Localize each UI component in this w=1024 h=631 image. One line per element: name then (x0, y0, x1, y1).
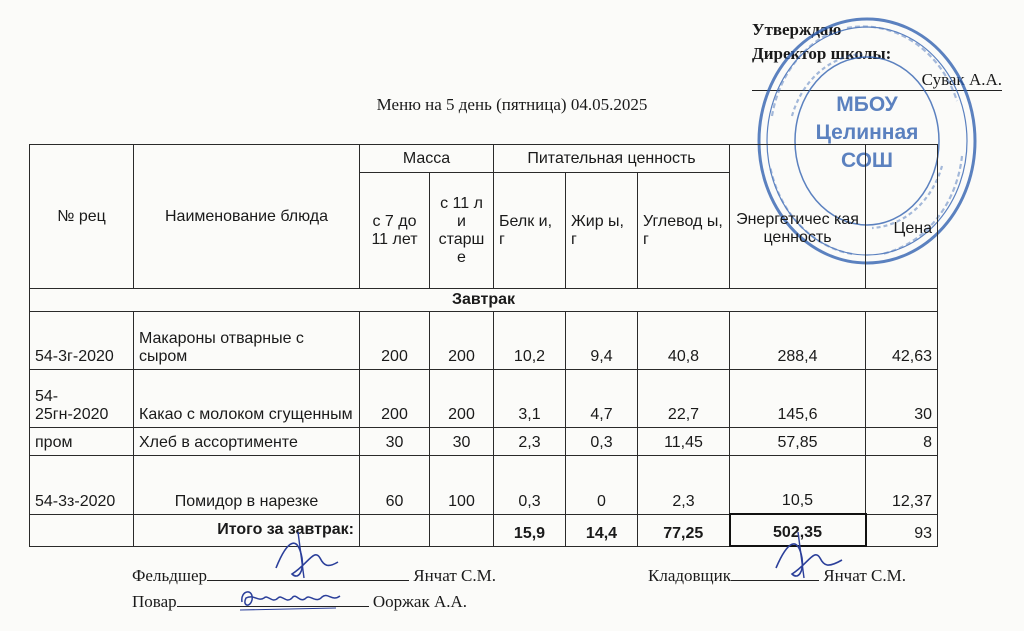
row-fats: 0,3 (566, 428, 638, 456)
total-label: Итого за завтрак: (134, 514, 360, 546)
table-row (30, 370, 938, 428)
row-mass-7-11: 200 (360, 370, 430, 428)
row-mass-7-11: 30 (360, 428, 430, 456)
cook-handwritten-signature (236, 584, 348, 614)
medic-role: Фельдшер (132, 566, 207, 585)
header-mass: Масса (360, 145, 494, 173)
table-row (30, 428, 938, 456)
cook-role: Повар (132, 592, 177, 611)
stamp-type: СОШ (840, 149, 894, 172)
row-price: 8 (866, 428, 938, 456)
row-price: 42,63 (866, 312, 938, 370)
header-energy: Энергетичес кая ценность (730, 145, 866, 289)
row-energy: 10,5 (730, 456, 866, 515)
approval-signature-line (752, 70, 1002, 91)
stamp-name: Целинная (815, 121, 919, 144)
row-dish: Макароны отварные с сыром (134, 312, 360, 370)
row-dish: Хлеб в ассортименте (134, 428, 360, 456)
row-fats: 9,4 (566, 312, 638, 370)
row-proteins: 10,2 (494, 312, 566, 370)
total-proteins: 15,9 (494, 514, 566, 546)
row-proteins: 0,3 (494, 456, 566, 515)
row-mass-7-11: 60 (360, 456, 430, 515)
medic-handwritten-signature (268, 528, 348, 590)
row-rec: 54-3г-2020 (30, 312, 134, 370)
header-price: Цена (866, 145, 938, 289)
row-dish: Какао с молоком сгущенным (134, 370, 360, 428)
row-mass-11-up: 30 (430, 428, 494, 456)
row-energy: 57,85 (730, 428, 866, 456)
row-carbs: 40,8 (638, 312, 730, 370)
total-empty-rec (30, 514, 134, 546)
row-mass-7-11: 200 (360, 312, 430, 370)
storekeeper-role: Кладовщик (648, 566, 731, 585)
row-mass-11-up: 200 (430, 370, 494, 428)
row-fats: 4,7 (566, 370, 638, 428)
storekeeper-handwritten-signature (770, 528, 850, 590)
total-fats: 14,4 (566, 514, 638, 546)
header-rec-no: № рец (30, 145, 134, 289)
header-mass-11-up: с 11 л и старш е (430, 173, 494, 289)
total-energy: 502,35 (730, 514, 866, 546)
total-empty-m1 (360, 514, 430, 546)
row-proteins: 2,3 (494, 428, 566, 456)
row-energy: 288,4 (730, 312, 866, 370)
header-carbs: Углевод ы, г (638, 173, 730, 289)
section-breakfast: Завтрак (30, 289, 938, 312)
row-carbs: 22,7 (638, 370, 730, 428)
row-energy: 145,6 (730, 370, 866, 428)
header-proteins: Белк и, г (494, 173, 566, 289)
row-rec: 54-3з-2020 (30, 456, 134, 515)
cook-name: Ооржак А.А. (372, 592, 468, 611)
row-mass-11-up: 200 (430, 312, 494, 370)
approval-director-name: Сувак А.А. (921, 70, 1002, 89)
table-row (30, 312, 938, 370)
row-carbs: 2,3 (638, 456, 730, 515)
row-mass-11-up: 100 (430, 456, 494, 515)
row-price: 30 (866, 370, 938, 428)
total-empty-m2 (430, 514, 494, 546)
menu-table (29, 144, 938, 547)
header-fats: Жир ы, г (566, 173, 638, 289)
row-rec: пром (30, 428, 134, 456)
stamp-org: МБОУ (836, 93, 898, 116)
header-dish-name: Наименование блюда (134, 145, 360, 289)
total-carbs: 77,25 (638, 514, 730, 546)
row-price: 12,37 (866, 456, 938, 515)
row-rec: 54-25гн-2020 (30, 370, 134, 428)
row-fats: 0 (566, 456, 638, 515)
row-carbs: 11,45 (638, 428, 730, 456)
row-dish: Помидор в нарезке (134, 456, 360, 515)
total-price: 93 (866, 514, 938, 546)
table-row (30, 456, 938, 515)
page-title: Меню на 5 день (пятница) 04.05.2025 (376, 95, 648, 114)
header-mass-7-11: с 7 до 11 лет (360, 173, 430, 289)
approval-position: Директор школы: (752, 44, 892, 63)
row-proteins: 3,1 (494, 370, 566, 428)
header-nutrition: Питательная ценность (494, 145, 730, 173)
approval-title: Утверждаю (752, 20, 842, 39)
medic-name: Янчат С.М. (413, 566, 496, 585)
storekeeper-name: Янчат С.М. (823, 566, 906, 585)
